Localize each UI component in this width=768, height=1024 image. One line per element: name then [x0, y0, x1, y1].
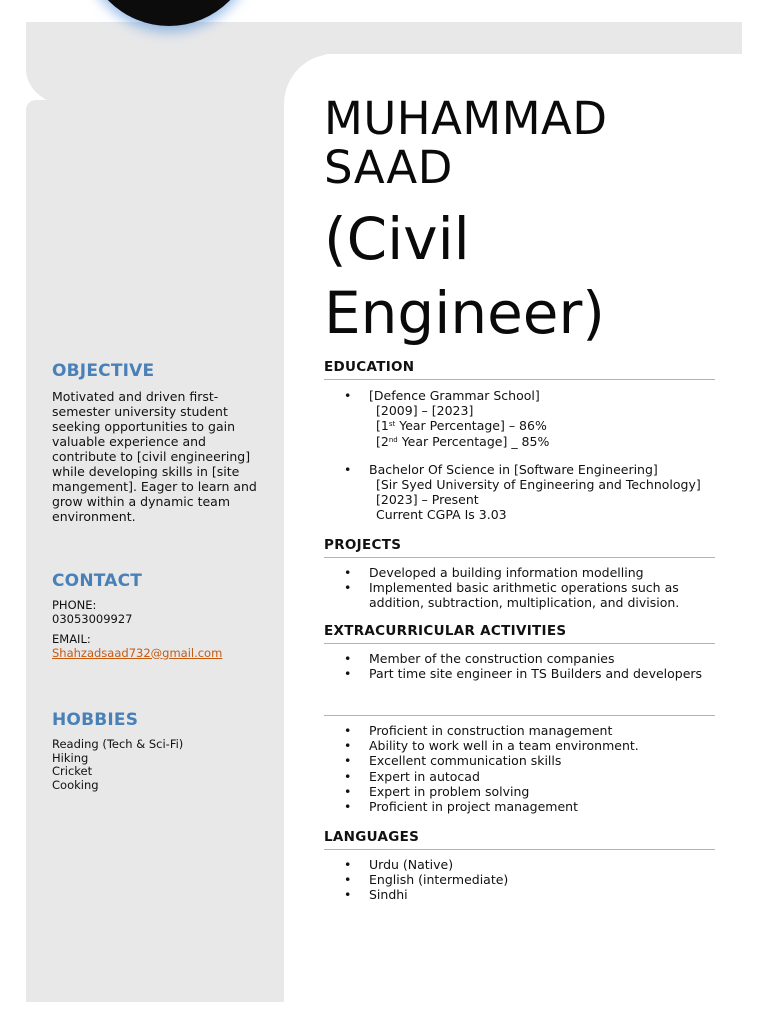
language-item: • Urdu (Native) — [324, 857, 715, 872]
name-line-1: MUHAMMAD — [324, 92, 608, 145]
hobbies-section — [52, 710, 267, 792]
languages-heading: LANGUAGES — [324, 829, 715, 850]
degree-title: Bachelor Of Science in [Software Engineering] — [369, 461, 658, 477]
role-line-1: (Civil — [324, 205, 470, 273]
skill-item: • Ability to work well in a team environment. — [324, 738, 715, 753]
sidebar-background — [26, 100, 284, 1002]
skill-item: • Proficient in construction management — [324, 723, 715, 738]
extracurricular-item: • Member of the construction companies — [324, 651, 715, 666]
phone-label: PHONE: — [52, 598, 97, 612]
candidate-name — [324, 94, 607, 192]
education-item-degree — [324, 462, 715, 523]
candidate-role — [324, 202, 605, 350]
skill-item: • Proficient in project management — [324, 799, 715, 814]
school-years: [2009] – [2023] — [376, 403, 474, 419]
education-section — [324, 359, 715, 523]
extracurricular-item: • Part time site engineer in TS Builders and developers — [324, 666, 715, 681]
hobby-item: Reading (Tech & Sci-Fi) — [52, 737, 184, 751]
school-year1: [1st Year Percentage] – 86% — [376, 418, 547, 434]
language-item: • English (intermediate) — [324, 872, 715, 887]
contact-heading: CONTACT — [52, 571, 143, 591]
email-link[interactable]: Shahzadsaad732@gmail.com — [52, 645, 223, 660]
degree-cgpa: Current CGPA Is 3.03 — [376, 507, 507, 523]
name-line-2: SAAD — [324, 141, 453, 194]
skill-item: • Expert in autocad — [324, 769, 715, 784]
degree-years: [2023] – Present — [376, 492, 479, 508]
phone-value: 03053009927 — [52, 611, 133, 626]
skills-section — [324, 695, 715, 814]
hobby-item: Cricket — [52, 764, 93, 778]
skills-heading — [324, 695, 715, 716]
education-item-school — [324, 388, 715, 449]
education-heading: EDUCATION — [324, 359, 715, 380]
role-line-2: Engineer) — [324, 279, 605, 347]
projects-section — [324, 537, 715, 611]
contact-section — [52, 571, 267, 660]
school-name: [Defence Grammar School] — [369, 388, 540, 403]
languages-section — [324, 829, 715, 903]
degree-university: [Sir Syed University of Engineering and Technology] — [376, 477, 701, 493]
project-item: • Developed a building information modelling — [324, 565, 715, 580]
language-item: • Sindhi — [324, 887, 715, 902]
projects-heading: PROJECTS — [324, 537, 715, 558]
objective-text: Motivated and driven first-semester university student seeking opportunities to gain valuable experience and contribute to [civil engineering] while developing skills in [site mangement]. Eager to learn and grow within a dynamic team environment. — [52, 389, 257, 524]
hobby-item: Hiking — [52, 750, 89, 765]
project-item: • Implemented basic arithmetic operations such as addition, subtraction, multiplication, and division. — [324, 580, 715, 610]
extracurricular-heading: EXTRACURRICULAR ACTIVITIES — [324, 623, 715, 644]
objective-section — [52, 361, 267, 524]
hobbies-heading: HOBBIES — [52, 710, 139, 730]
email-label: EMAIL: — [52, 632, 91, 646]
skill-item: • Expert in problem solving — [324, 784, 715, 799]
school-year2: [2nd Year Percentage] _ 85% — [376, 433, 550, 449]
skill-item: • Excellent communication skills — [324, 753, 715, 768]
hobby-item: Cooking — [52, 777, 99, 792]
extracurricular-section — [324, 623, 715, 681]
objective-heading: OBJECTIVE — [52, 361, 155, 381]
